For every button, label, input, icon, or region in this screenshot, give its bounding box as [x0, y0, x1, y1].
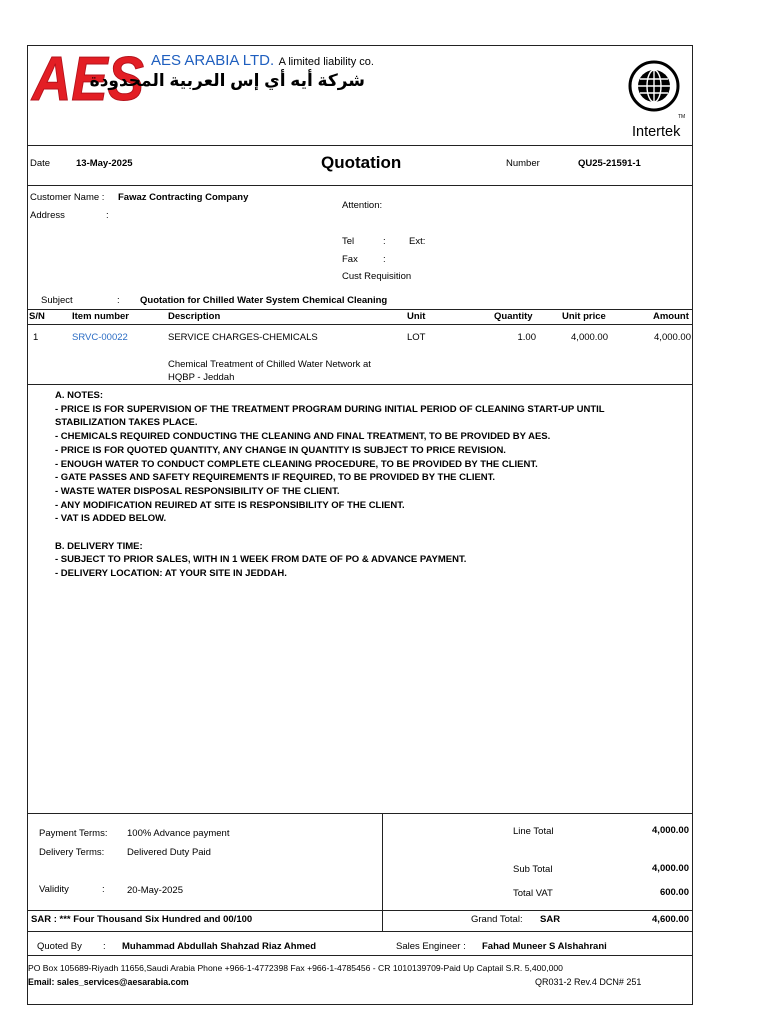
divider	[27, 910, 693, 911]
customer-name: Fawaz Contracting Company	[118, 192, 249, 203]
total-vat-value: 600.00	[659, 887, 689, 898]
fax-colon: :	[383, 254, 386, 265]
divider	[27, 955, 693, 956]
note-line: B. DELIVERY TIME:	[55, 540, 143, 552]
divider	[382, 813, 383, 931]
cust-requisition-label: Cust Requisition	[342, 271, 412, 282]
number-label: Number	[506, 158, 540, 169]
footer-email: Email: sales_services@aesarabia.com	[28, 977, 189, 987]
date-value: 13-May-2025	[76, 158, 133, 169]
validity-value: 20-May-2025	[127, 885, 183, 896]
sales-engineer-label: Sales Engineer :	[396, 941, 466, 952]
note-line: STABILIZATION TAKES PLACE.	[55, 417, 198, 429]
note-line: - ENOUGH WATER TO CONDUCT COMPLETE CLEANING PROCEDURE, TO BE PROVIDED BY THE CLIENT.	[55, 458, 538, 470]
grand-total-label: Grand Total:	[471, 914, 523, 925]
note-line: - PRICE IS FOR QUOTED QUANTITY, ANY CHANGE IN QUANTITY IS SUBJECT TO PRICE REVISION.	[55, 444, 506, 456]
company-tagline: A limited liability co.	[278, 56, 374, 68]
footer-address: PO Box 105689-Riyadh 11656,Saudi Arabia Phone +966-1-4772398 Fax +966-1-4785456 - CR 1010139709-Paid Up Captail S.R. 5,400,000	[28, 963, 563, 973]
quotation-number: QU25-21591-1	[578, 158, 641, 169]
col-header-description: Description	[168, 311, 221, 322]
row-unit: LOT	[407, 332, 426, 343]
grand-total-currency: SAR	[540, 914, 561, 925]
note-line: - CHEMICALS REQUIRED CONDUCTING THE CLEANING AND FINAL TREATMENT, TO BE PROVIDED BY AES.	[55, 431, 551, 443]
note-line: - VAT IS ADDED BELOW.	[55, 513, 167, 525]
sub-total-label: Sub Total	[513, 864, 553, 875]
payment-terms-label: Payment Terms:	[39, 828, 108, 839]
note-line: - ANY MODIFICATION REUIRED AT SITE IS RESPONSIBILITY OF THE CLIENT.	[55, 499, 405, 511]
row-quantity: 1.00	[517, 332, 536, 343]
document-title: Quotation	[321, 153, 402, 172]
notes-section	[55, 389, 605, 581]
divider	[27, 185, 693, 186]
divider	[27, 813, 693, 814]
ext-label: Ext:	[409, 236, 426, 247]
tel-label: Tel	[342, 236, 355, 247]
line-total-value: 4,000.00	[652, 825, 689, 836]
row-sn: 1	[33, 332, 39, 343]
line-total-label: Line Total	[513, 826, 554, 837]
note-line: A. NOTES:	[55, 390, 104, 401]
table-top-border	[27, 309, 693, 310]
divider	[27, 145, 693, 146]
subject-value: Quotation for Chilled Water System Chemical Cleaning	[140, 295, 388, 306]
cert-name: Intertek	[632, 124, 681, 140]
row-item-number-link[interactable]: SRVC-00022	[72, 332, 128, 343]
row-description: SERVICE CHARGES-CHEMICALS	[168, 332, 318, 343]
row-amount: 4,000.00	[654, 332, 691, 343]
payment-terms-value: 100% Advance payment	[127, 828, 230, 839]
row-unit-price: 4,000.00	[571, 332, 608, 343]
note-line: - PRICE IS FOR SUPERVISION OF THE TREATMENT PROGRAM DURING INITIAL PERIOD OF CLEANING START-UP UNTIL	[55, 403, 605, 415]
sub-total-value: 4,000.00	[652, 863, 689, 874]
total-vat-label: Total VAT	[513, 888, 553, 899]
note-line: - DELIVERY LOCATION: AT YOUR SITE IN JEDDAH.	[55, 568, 287, 580]
col-header-amount: Amount	[653, 311, 689, 322]
tel-colon: :	[383, 236, 386, 247]
row-description-detail: Chemical Treatment of Chilled Water Network at	[168, 359, 371, 370]
address-label: Address	[30, 210, 65, 221]
table-header-border	[27, 324, 693, 325]
company-arabic-name: شركة أيه أي إس العربية المحدودة	[89, 71, 365, 90]
address-colon: :	[106, 210, 109, 221]
amount-in-words: SAR : *** Four Thousand Six Hundred and 00/100	[31, 914, 253, 925]
note-line: - GATE PASSES AND SAFETY REQUIREMENTS IF REQUIRED, TO BE PROVIDED BY THE CLIENT.	[55, 472, 496, 484]
divider	[27, 931, 693, 932]
validity-colon: :	[102, 884, 105, 895]
quoted-by-value: Muhammad Abdullah Shahzad Riaz Ahmed	[122, 941, 317, 952]
note-line: - SUBJECT TO PRIOR SALES, WITH IN 1 WEEK FROM DATE OF PO & ADVANCE PAYMENT.	[55, 554, 467, 566]
certification-seal	[628, 52, 690, 122]
company-name: AES ARABIA LTD.	[151, 52, 275, 69]
subject-label: Subject	[41, 295, 73, 306]
fax-label: Fax	[342, 254, 358, 265]
sales-engineer-value: Fahad Muneer S Alshahrani	[482, 941, 607, 952]
col-header-quantity: Quantity	[494, 311, 533, 322]
grand-total-value: 4,600.00	[652, 914, 689, 925]
subject-colon: :	[117, 295, 120, 306]
col-header-unit-price: Unit price	[562, 311, 606, 322]
table-bottom-border	[27, 384, 693, 385]
cert-tm: TM	[678, 114, 686, 120]
note-line	[55, 526, 605, 540]
attention-label: Attention:	[342, 200, 383, 211]
col-header-item-number: Item number	[72, 311, 130, 322]
row-description-location: HQBP - Jeddah	[168, 372, 235, 383]
logo-text: AES	[30, 48, 145, 106]
footer-doc-ref: QR031-2 Rev.4 DCN# 251	[535, 977, 642, 987]
delivery-terms-label: Delivery Terms:	[39, 847, 105, 858]
col-header-unit: Unit	[407, 311, 426, 322]
customer-name-label: Customer Name :	[30, 192, 105, 203]
quoted-by-colon: :	[103, 941, 106, 952]
col-header-sn: S/N	[29, 311, 45, 322]
quoted-by-label: Quoted By	[37, 941, 82, 952]
date-label: Date	[30, 158, 51, 169]
note-line: - WASTE WATER DISPOSAL RESPONSIBILITY OF THE CLIENT.	[55, 485, 340, 497]
delivery-terms-value: Delivered Duty Paid	[127, 847, 211, 858]
validity-label: Validity	[39, 884, 69, 895]
